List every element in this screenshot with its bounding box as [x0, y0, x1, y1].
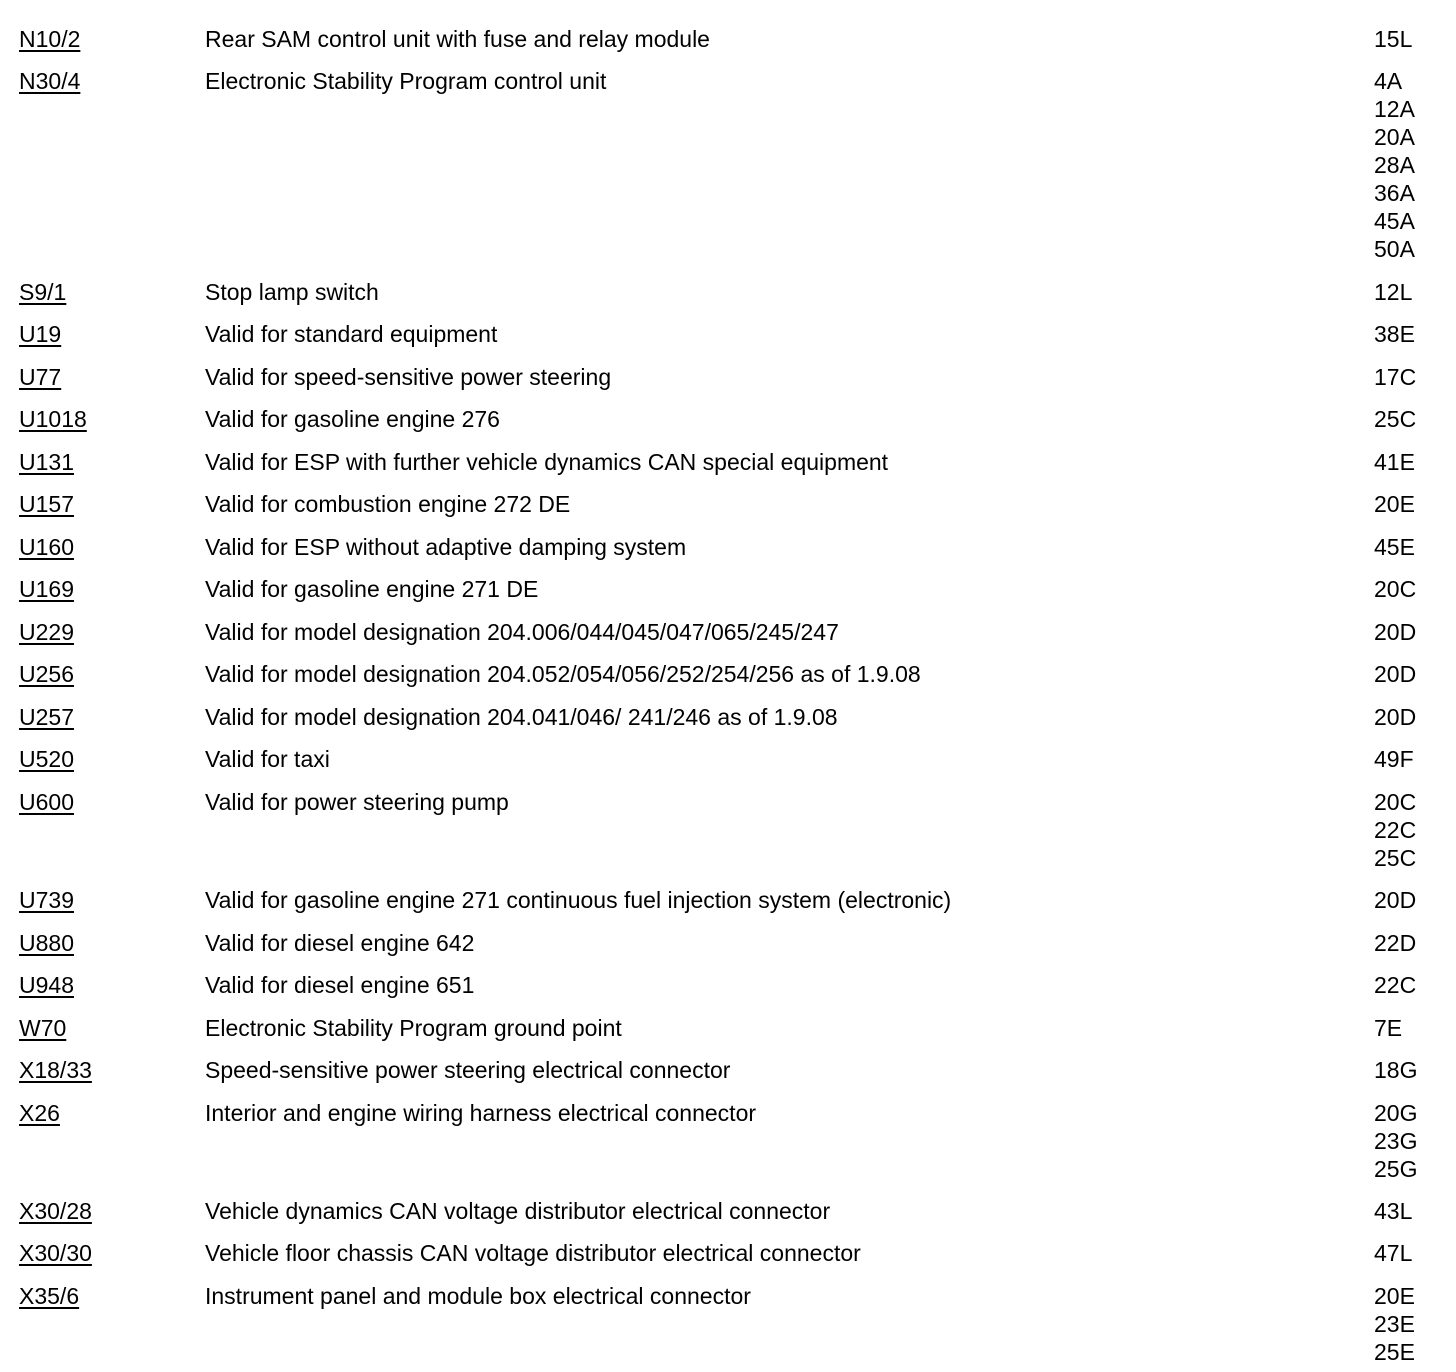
component-code-link[interactable]: U880 — [19, 930, 74, 956]
grid-reference-list — [1374, 1197, 1454, 1225]
component-description: Valid for gasoline engine 271 DE — [205, 576, 539, 602]
grid-reference: 38E — [1374, 321, 1415, 347]
component-description: Valid for model designation 204.041/046/ 241/246 as of 1.9.08 — [205, 704, 838, 730]
component-description: Valid for diesel engine 642 — [205, 930, 475, 956]
component-description: Valid for diesel engine 651 — [205, 972, 475, 998]
component-code-link[interactable]: X18/33 — [19, 1057, 92, 1083]
grid-reference-list — [1374, 788, 1454, 872]
grid-reference: 15L — [1374, 26, 1413, 52]
grid-reference: 25C — [1374, 406, 1417, 432]
component-code-link[interactable]: W70 — [19, 1015, 67, 1041]
component-description: Valid for model designation 204.006/044/045/047/065/245/247 — [205, 619, 839, 645]
grid-reference: 20D — [1374, 661, 1417, 687]
component-code-link[interactable]: N10/2 — [19, 26, 81, 52]
grid-reference: 20D — [1374, 619, 1417, 645]
grid-reference-list — [1374, 1099, 1454, 1183]
component-description: Valid for gasoline engine 276 — [205, 406, 500, 432]
grid-reference-list — [1374, 1056, 1454, 1084]
component-description: Instrument panel and module box electrical connector — [205, 1283, 751, 1309]
grid-reference: 25E — [1374, 1339, 1415, 1365]
grid-reference: 12A — [1374, 96, 1415, 122]
component-description: Valid for combustion engine 272 DE — [205, 491, 571, 517]
component-code-link[interactable]: U948 — [19, 972, 74, 998]
grid-reference: 20A — [1374, 124, 1415, 150]
grid-reference-list — [1374, 533, 1454, 561]
grid-reference: 47L — [1374, 1240, 1413, 1266]
grid-reference-list — [1374, 575, 1454, 603]
grid-reference-list — [1374, 703, 1454, 731]
component-code-link[interactable]: U131 — [19, 449, 74, 475]
grid-reference-list — [1374, 67, 1454, 263]
component-description: Rear SAM control unit with fuse and relay module — [205, 26, 710, 52]
grid-reference-list — [1374, 971, 1454, 999]
component-description: Interior and engine wiring harness electrical connector — [205, 1100, 757, 1126]
grid-reference: 20E — [1374, 1283, 1415, 1309]
grid-reference-list — [1374, 618, 1454, 646]
grid-reference: 45A — [1374, 208, 1415, 234]
component-code-link[interactable]: U1018 — [19, 406, 87, 432]
component-description: Vehicle dynamics CAN voltage distributor electrical connector — [205, 1198, 831, 1224]
component-code-link[interactable]: U77 — [19, 364, 62, 390]
component-code-link[interactable]: S9/1 — [19, 279, 67, 305]
grid-reference: 12L — [1374, 279, 1413, 305]
component-description: Valid for taxi — [205, 746, 330, 772]
grid-reference: 20C — [1374, 576, 1417, 602]
grid-reference: 22D — [1374, 930, 1417, 956]
grid-reference-list — [1374, 490, 1454, 518]
component-code-link[interactable]: X30/28 — [19, 1198, 92, 1224]
grid-reference: 20E — [1374, 491, 1415, 517]
grid-reference: 23E — [1374, 1311, 1415, 1337]
grid-reference: 25G — [1374, 1156, 1418, 1182]
component-code-link[interactable]: U520 — [19, 746, 74, 772]
component-description: Valid for model designation 204.052/054/056/252/254/256 as of 1.9.08 — [205, 661, 921, 687]
component-code-link[interactable]: U600 — [19, 789, 74, 815]
grid-reference: 43L — [1374, 1198, 1413, 1224]
grid-reference-list — [1374, 660, 1454, 688]
component-description: Valid for standard equipment — [205, 321, 498, 347]
grid-reference: 25C — [1374, 845, 1417, 871]
component-description: Electronic Stability Program control unit — [205, 68, 607, 94]
grid-reference-list — [1374, 929, 1454, 957]
grid-reference-list — [1374, 363, 1454, 391]
component-code-link[interactable]: X26 — [19, 1100, 60, 1126]
grid-reference-list — [1374, 1014, 1454, 1042]
component-code-link[interactable]: N30/4 — [19, 68, 81, 94]
grid-reference: 20D — [1374, 704, 1417, 730]
component-code-link[interactable]: X35/6 — [19, 1283, 80, 1309]
grid-reference: 20G — [1374, 1100, 1418, 1126]
grid-reference: 22C — [1374, 817, 1417, 843]
component-code-link[interactable]: U19 — [19, 321, 62, 347]
grid-reference: 20D — [1374, 887, 1417, 913]
grid-reference: 17C — [1374, 364, 1417, 390]
grid-reference: 45E — [1374, 534, 1415, 560]
grid-reference-list — [1374, 886, 1454, 914]
component-description: Valid for power steering pump — [205, 789, 509, 815]
grid-reference-list — [1374, 405, 1454, 433]
grid-reference-list — [1374, 320, 1454, 348]
grid-reference: 41E — [1374, 449, 1415, 475]
component-code-link[interactable]: U160 — [19, 534, 74, 560]
grid-reference-list — [1374, 1282, 1454, 1366]
component-description: Valid for ESP without adaptive damping system — [205, 534, 687, 560]
grid-reference: 36A — [1374, 180, 1415, 206]
grid-reference: 4A — [1374, 68, 1403, 94]
component-description: Stop lamp switch — [205, 279, 379, 305]
grid-reference: 20C — [1374, 789, 1417, 815]
component-description: Speed-sensitive power steering electrical connector — [205, 1057, 731, 1083]
grid-reference-list — [1374, 278, 1454, 306]
component-description: Valid for speed-sensitive power steering — [205, 364, 612, 390]
grid-reference: 28A — [1374, 152, 1415, 178]
component-description: Vehicle floor chassis CAN voltage distributor electrical connector — [205, 1240, 861, 1266]
grid-reference: 18G — [1374, 1057, 1418, 1083]
component-code-link[interactable]: U256 — [19, 661, 74, 687]
grid-reference: 23G — [1374, 1128, 1418, 1154]
grid-reference-list — [1374, 1239, 1454, 1267]
component-code-link[interactable]: U157 — [19, 491, 74, 517]
grid-reference-list — [1374, 448, 1454, 476]
grid-reference-list — [1374, 25, 1454, 53]
component-code-link[interactable]: U257 — [19, 704, 74, 730]
grid-reference: 7E — [1374, 1015, 1403, 1041]
grid-reference-list — [1374, 745, 1454, 773]
component-description: Valid for gasoline engine 271 continuous fuel injection system (electronic) — [205, 887, 952, 913]
component-code-link[interactable]: U739 — [19, 887, 74, 913]
component-code-link[interactable]: U169 — [19, 576, 74, 602]
component-code-link[interactable]: X30/30 — [19, 1240, 92, 1266]
grid-reference: 22C — [1374, 972, 1417, 998]
grid-reference: 49F — [1374, 746, 1414, 772]
component-description: Valid for ESP with further vehicle dynamics CAN special equipment — [205, 449, 889, 475]
component-code-link[interactable]: U229 — [19, 619, 74, 645]
grid-reference: 50A — [1374, 236, 1415, 262]
component-description: Electronic Stability Program ground point — [205, 1015, 622, 1041]
